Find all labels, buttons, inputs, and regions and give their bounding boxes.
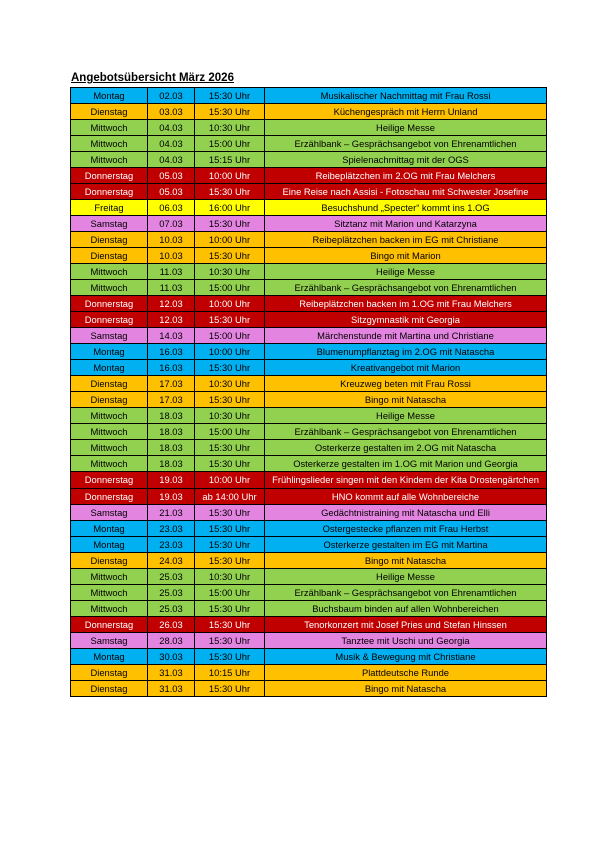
time-cell: 10:30 Uhr [195,264,265,280]
activity-cell: Reibeplätzchen im 2.OG mit Frau Melchers [265,168,547,184]
time-cell: 16:00 Uhr [195,200,265,216]
schedule-body [71,88,547,697]
date-cell: 21.03 [148,504,195,520]
activity-cell: Blumenumpflanztag im 2.OG mit Natascha [265,344,547,360]
schedule-row [71,600,547,616]
day-cell: Dienstag [71,376,148,392]
day-cell: Dienstag [71,232,148,248]
schedule-row [71,440,547,456]
schedule-row [71,120,547,136]
schedule-row [71,568,547,584]
time-cell: 15:30 Uhr [195,392,265,408]
time-cell: 15:15 Uhr [195,152,265,168]
activity-cell: Erzählbank – Gesprächsangebot von Ehrenamtlichen [265,584,547,600]
schedule-row [71,360,547,376]
activity-cell: Erzählbank – Gesprächsangebot von Ehrenamtlichen [265,136,547,152]
date-cell: 06.03 [148,200,195,216]
date-cell: 05.03 [148,184,195,200]
date-cell: 25.03 [148,584,195,600]
date-cell: 04.03 [148,136,195,152]
activity-cell: Bingo mit Natascha [265,392,547,408]
time-cell: 15:30 Uhr [195,104,265,120]
day-cell: Donnerstag [71,472,148,488]
schedule-row [71,184,547,200]
date-cell: 25.03 [148,600,195,616]
date-cell: 16.03 [148,344,195,360]
activity-cell: Erzählbank – Gesprächsangebot von Ehrenamtlichen [265,280,547,296]
date-cell: 18.03 [148,408,195,424]
time-cell: 10:00 Uhr [195,344,265,360]
activity-cell: Bingo mit Natascha [265,680,547,696]
time-cell: 15:00 Uhr [195,328,265,344]
activity-cell: Osterkerze gestalten im 2.OG mit Natascha [265,440,547,456]
activity-cell: Besuchshund „Specter“ kommt ins 1.OG [265,200,547,216]
activity-cell: Küchengespräch mit Herrn Unland [265,104,547,120]
time-cell: 15:30 Uhr [195,248,265,264]
date-cell: 31.03 [148,664,195,680]
day-cell: Dienstag [71,680,148,696]
schedule-row [71,504,547,520]
date-cell: 28.03 [148,632,195,648]
schedule-row [71,680,547,696]
time-cell: 10:15 Uhr [195,664,265,680]
activity-cell: Bingo mit Marion [265,248,547,264]
time-cell: ab 14:00 Uhr [195,488,265,504]
activity-cell: Frühlingslieder singen mit den Kindern der Kita Drostengärtchen [265,472,547,488]
date-cell: 03.03 [148,104,195,120]
activity-cell: Erzählbank – Gesprächsangebot von Ehrenamtlichen [265,424,547,440]
time-cell: 15:30 Uhr [195,600,265,616]
schedule-row [71,104,547,120]
time-cell: 15:30 Uhr [195,504,265,520]
day-cell: Dienstag [71,552,148,568]
activity-cell: Sitztanz mit Marion und Katarzyna [265,216,547,232]
activity-cell: Tanztee mit Uschi und Georgia [265,632,547,648]
schedule-row [71,296,547,312]
activity-cell: Osterkerze gestalten im EG mit Martina [265,536,547,552]
schedule-row [71,328,547,344]
activity-cell: Musikalischer Nachmittag mit Frau Rossi [265,88,547,104]
activity-cell: Plattdeutsche Runde [265,664,547,680]
day-cell: Donnerstag [71,168,148,184]
day-cell: Samstag [71,504,148,520]
date-cell: 10.03 [148,232,195,248]
activity-cell: Buchsbaum binden auf allen Wohnbereichen [265,600,547,616]
schedule-row [71,248,547,264]
time-cell: 15:30 Uhr [195,440,265,456]
day-cell: Samstag [71,328,148,344]
schedule-row [71,232,547,248]
date-cell: 16.03 [148,360,195,376]
schedule-row [71,136,547,152]
time-cell: 15:30 Uhr [195,216,265,232]
date-cell: 25.03 [148,568,195,584]
day-cell: Dienstag [71,664,148,680]
date-cell: 04.03 [148,120,195,136]
date-cell: 12.03 [148,296,195,312]
activity-cell: Heilige Messe [265,568,547,584]
time-cell: 10:00 Uhr [195,472,265,488]
activity-cell: Ostergestecke pflanzen mit Frau Herbst [265,520,547,536]
day-cell: Mittwoch [71,584,148,600]
activity-cell: Musik & Bewegung mit Christiane [265,648,547,664]
schedule-row [71,312,547,328]
schedule-row [71,200,547,216]
date-cell: 07.03 [148,216,195,232]
schedule-row [71,520,547,536]
day-cell: Samstag [71,216,148,232]
day-cell: Montag [71,648,148,664]
schedule-row [71,264,547,280]
day-cell: Mittwoch [71,280,148,296]
schedule-row [71,168,547,184]
day-cell: Mittwoch [71,600,148,616]
schedule-row [71,408,547,424]
day-cell: Montag [71,360,148,376]
time-cell: 10:00 Uhr [195,232,265,248]
date-cell: 14.03 [148,328,195,344]
day-cell: Mittwoch [71,120,148,136]
activity-cell: Märchenstunde mit Martina und Christiane [265,328,547,344]
time-cell: 15:30 Uhr [195,680,265,696]
activity-cell: Reibeplätzchen backen im EG mit Christiane [265,232,547,248]
day-cell: Mittwoch [71,264,148,280]
activity-cell: Heilige Messe [265,408,547,424]
day-cell: Donnerstag [71,184,148,200]
day-cell: Donnerstag [71,296,148,312]
day-cell: Montag [71,520,148,536]
activity-cell: Eine Reise nach Assisi - Fotoschau mit Schwester Josefine [265,184,547,200]
day-cell: Mittwoch [71,152,148,168]
time-cell: 10:30 Uhr [195,376,265,392]
date-cell: 18.03 [148,456,195,472]
activity-cell: HNO kommt auf alle Wohnbereiche [265,488,547,504]
time-cell: 15:30 Uhr [195,536,265,552]
schedule-row [71,152,547,168]
activity-cell: Sitzgymnastik mit Georgia [265,312,547,328]
date-cell: 26.03 [148,616,195,632]
day-cell: Samstag [71,632,148,648]
date-cell: 04.03 [148,152,195,168]
day-cell: Dienstag [71,104,148,120]
activity-cell: Osterkerze gestalten im 1.OG mit Marion und Georgia [265,456,547,472]
date-cell: 12.03 [148,312,195,328]
activity-cell: Kreuzweg beten mit Frau Rossi [265,376,547,392]
date-cell: 31.03 [148,680,195,696]
day-cell: Mittwoch [71,136,148,152]
schedule-row [71,424,547,440]
schedule-row [71,280,547,296]
activity-cell: Reibeplätzchen backen im 1.OG mit Frau Melchers [265,296,547,312]
activity-cell: Gedächtnistraining mit Natascha und Elli [265,504,547,520]
schedule-row [71,216,547,232]
schedule-row [71,488,547,504]
activity-cell: Kreativangebot mit Marion [265,360,547,376]
date-cell: 18.03 [148,424,195,440]
schedule-row [71,616,547,632]
day-cell: Donnerstag [71,488,148,504]
schedule-row [71,376,547,392]
day-cell: Mittwoch [71,424,148,440]
schedule-table [70,87,547,697]
day-cell: Mittwoch [71,408,148,424]
time-cell: 15:30 Uhr [195,184,265,200]
schedule-row [71,584,547,600]
day-cell: Donnerstag [71,312,148,328]
time-cell: 10:30 Uhr [195,120,265,136]
time-cell: 15:30 Uhr [195,616,265,632]
schedule-row [71,88,547,104]
day-cell: Mittwoch [71,440,148,456]
activity-cell: Spielenachmittag mit der OGS [265,152,547,168]
day-cell: Montag [71,536,148,552]
date-cell: 10.03 [148,248,195,264]
time-cell: 15:00 Uhr [195,136,265,152]
day-cell: Mittwoch [71,456,148,472]
date-cell: 23.03 [148,520,195,536]
schedule-row [71,392,547,408]
day-cell: Dienstag [71,248,148,264]
schedule-row [71,456,547,472]
day-cell: Freitag [71,200,148,216]
time-cell: 15:00 Uhr [195,424,265,440]
time-cell: 15:30 Uhr [195,632,265,648]
time-cell: 15:30 Uhr [195,360,265,376]
schedule-row [71,536,547,552]
time-cell: 15:30 Uhr [195,456,265,472]
date-cell: 11.03 [148,264,195,280]
day-cell: Mittwoch [71,568,148,584]
time-cell: 15:30 Uhr [195,552,265,568]
time-cell: 15:30 Uhr [195,88,265,104]
time-cell: 10:30 Uhr [195,408,265,424]
activity-cell: Tenorkonzert mit Josef Pries und Stefan Hinssen [265,616,547,632]
date-cell: 19.03 [148,472,195,488]
date-cell: 11.03 [148,280,195,296]
activity-cell: Heilige Messe [265,264,547,280]
date-cell: 24.03 [148,552,195,568]
time-cell: 15:30 Uhr [195,648,265,664]
date-cell: 17.03 [148,376,195,392]
time-cell: 10:00 Uhr [195,168,265,184]
date-cell: 18.03 [148,440,195,456]
schedule-row [71,664,547,680]
date-cell: 23.03 [148,536,195,552]
schedule-row [71,552,547,568]
activity-cell: Bingo mit Natascha [265,552,547,568]
time-cell: 15:30 Uhr [195,520,265,536]
schedule-row [71,472,547,488]
day-cell: Donnerstag [71,616,148,632]
time-cell: 15:30 Uhr [195,312,265,328]
date-cell: 17.03 [148,392,195,408]
date-cell: 19.03 [148,488,195,504]
date-cell: 02.03 [148,88,195,104]
time-cell: 10:00 Uhr [195,296,265,312]
time-cell: 10:30 Uhr [195,568,265,584]
day-cell: Montag [71,344,148,360]
date-cell: 05.03 [148,168,195,184]
schedule-row [71,632,547,648]
date-cell: 30.03 [148,648,195,664]
day-cell: Montag [71,88,148,104]
day-cell: Dienstag [71,392,148,408]
time-cell: 15:00 Uhr [195,280,265,296]
schedule-row [71,648,547,664]
time-cell: 15:00 Uhr [195,584,265,600]
activity-cell: Heilige Messe [265,120,547,136]
schedule-row [71,344,547,360]
page-title: Angebotsübersicht März 2026 [71,72,234,84]
